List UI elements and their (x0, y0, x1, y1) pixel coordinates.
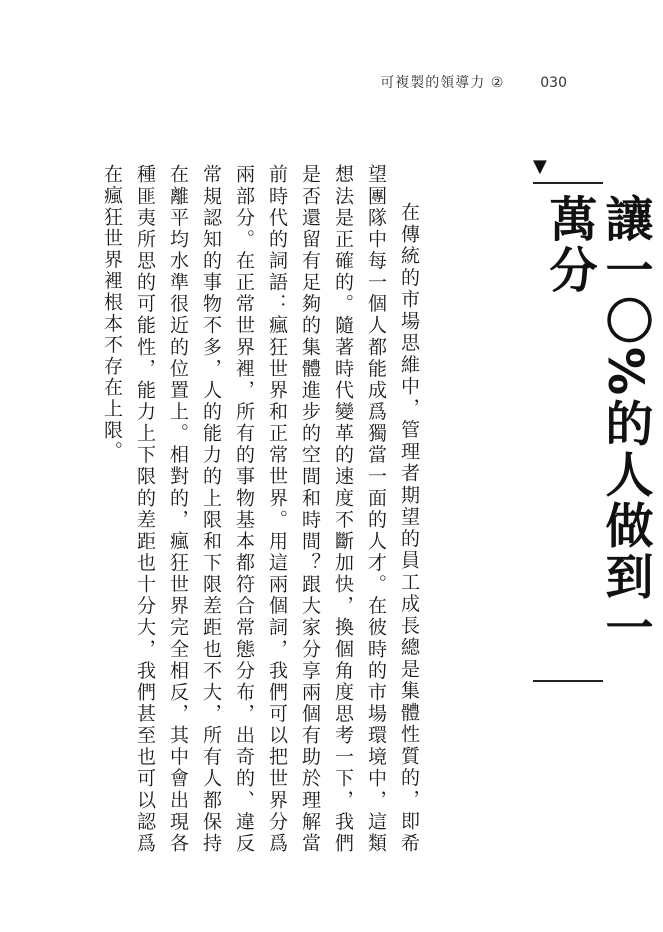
body-text (101, 164, 425, 864)
body-paragraph: 在傳統的市場思維中，管理者期望的員工成長總是集體性質的，即希望團隊中每一個人都能成爲獨當一面的人才。在彼時的市場環境中，這類想法是正確的。隨著時代變革的速度不斷加快，換個角度思考一下，我們是否還留有足夠的集體進步的空間和時間？跟大家分享兩個有助於理解當前時代的詞語：瘋狂世界和正常世界。用這兩個詞，我們可以把世界分爲兩部分。在正常世界裡，所有的事物基本都符合常態分布，出奇的、違反常規認知的事物不多，人的能力的上限和下限差距也不大，所有人都保持在離平均水準很近的位置上。相對的，瘋狂世界完全相反，其中會出現各種匪夷所思的可能性，能力上下限的差距也十分大，我們甚至也可以認爲在瘋狂世界裡根本不存在上限。 (101, 164, 420, 854)
book-title: 可複製的領導力 ② (380, 75, 505, 91)
title-top-rule (533, 182, 603, 184)
running-header (380, 72, 567, 92)
chapter-title: 讓一〇%的人做到一萬分 (541, 194, 653, 654)
triangle-marker-icon: ▼ (533, 156, 547, 177)
title-bottom-rule (533, 680, 603, 682)
chapter-title-block (533, 156, 653, 703)
page-number: 030 (540, 75, 567, 91)
